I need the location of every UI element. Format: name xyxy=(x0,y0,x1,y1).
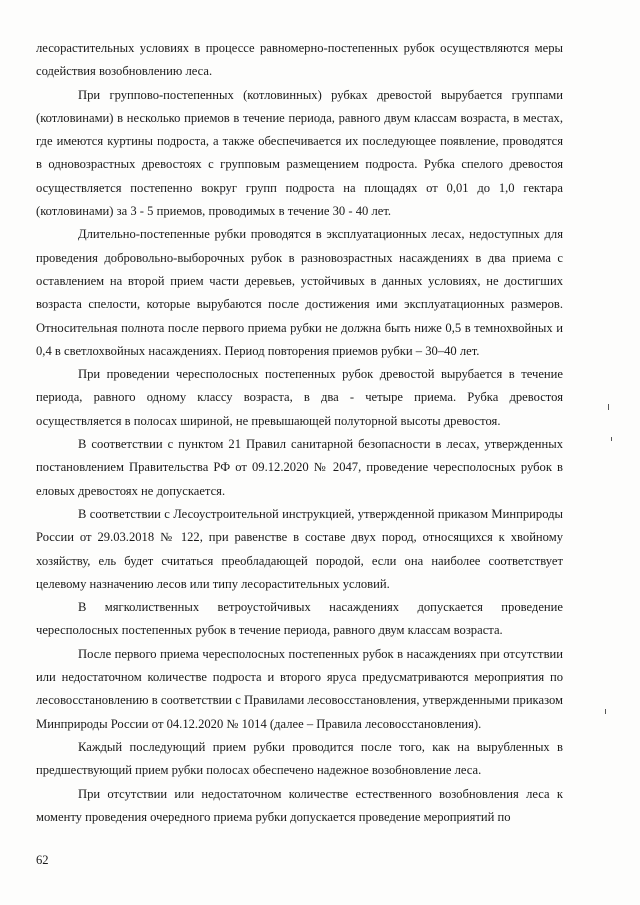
scan-speck xyxy=(605,709,606,714)
paragraph-continuation: лесорастительных условиях в процессе равномерно-постепенных рубок осуществляются меры содействия возобновлению леса. xyxy=(36,41,563,79)
paragraph-softwood-stands: В мягколиственных ветроустойчивых насаждениях допускается проведение чересполосных постепенных рубок в течение периода, равного двум классам возраста. xyxy=(36,600,563,638)
document-body xyxy=(36,37,563,829)
paragraph-natural-regeneration: При отсутствии или недостаточном количестве естественного возобновления леса к моменту проведения очередного приема рубки допускается проведение мероприятий по xyxy=(36,786,563,824)
scan-speck xyxy=(611,437,612,441)
paragraph-strip-felling: При проведении чересполосных постепенных рубок древостой вырубается в течение периода, равного одному классу возраста, в два - четыре приема. Рубка древостоя осуществляется в полосах шириной, не превышающей полуторной высоты древостоя. xyxy=(36,367,563,428)
page-number: 62 xyxy=(36,853,49,867)
scan-speck xyxy=(608,404,609,410)
paragraph-reforestation-measures: После первого приема чересполосных постепенных рубок в насаждениях при отсутствии или недостаточном количестве подроста и второго яруса предусматриваются мероприятия по лесовосстановлению в соответствии с Правилами лесовосстановления, утвержденными приказом Минприроды России от 04.12.2020 № 1014 (далее – Правила лесовосстановления). xyxy=(36,646,563,731)
paragraph-long-gradual-felling: Длительно-постепенные рубки проводятся в эксплуатационных лесах, недоступных для проведения добровольно-выборочных рубок в разновозрастных насаждениях в два приема с оставлением на второй прием части деревьев, устойчивых в данных условиях, не достигших возраста спелости, которые вырубаются после достижения ими эксплуатационных размеров. Относительная полнота после первого приема рубки не должна быть ниже 0,5 в темнохвойных и 0,4 в светлохвойных насаждениях. Период повторения приемов рубки – 30–40 лет. xyxy=(36,227,563,358)
paragraph-forest-inventory-instruction: В соответствии с Лесоустроительной инструкцией, утвержденной приказом Минприроды России от 29.03.2018 № 122, при равенстве в составе двух пород, относящихся к хвойному хозяйству, ель будет считаться преобладающей породой, если она наиболее соответствует целевому назначению лесов или типу лесорастительных условий. xyxy=(36,506,563,591)
paragraph-group-gradual-felling: При группово-постепенных (котловинных) рубках древостой вырубается группами (котловинами) в несколько приемов в течение периода, равного двум классам возраста, в местах, где имеются куртины подроста, а также обеспечивается их последующее появление, проводятся в одновозрастных древостоях с групповым размещением подроста. Рубка спелого древостоя осуществляется постепенно вокруг групп подроста на площадях от 0,01 до 1,0 гектара (котловинами) за 3 - 5 приемов, проводимых в течение 30 - 40 лет. xyxy=(36,87,563,219)
paragraph-subsequent-stage: Каждый последующий прием рубки проводится после того, как на вырубленных в предшествующий прием рубки полосах обеспечено надежное возобновление леса. xyxy=(36,739,563,778)
paragraph-sanitary-rules: В соответствии с пунктом 21 Правил санитарной безопасности в лесах, утвержденных постановлением Правительства РФ от 09.12.2020 № 2047, проведение чересполосных рубок в еловых древостоях не допускается. xyxy=(36,437,563,498)
